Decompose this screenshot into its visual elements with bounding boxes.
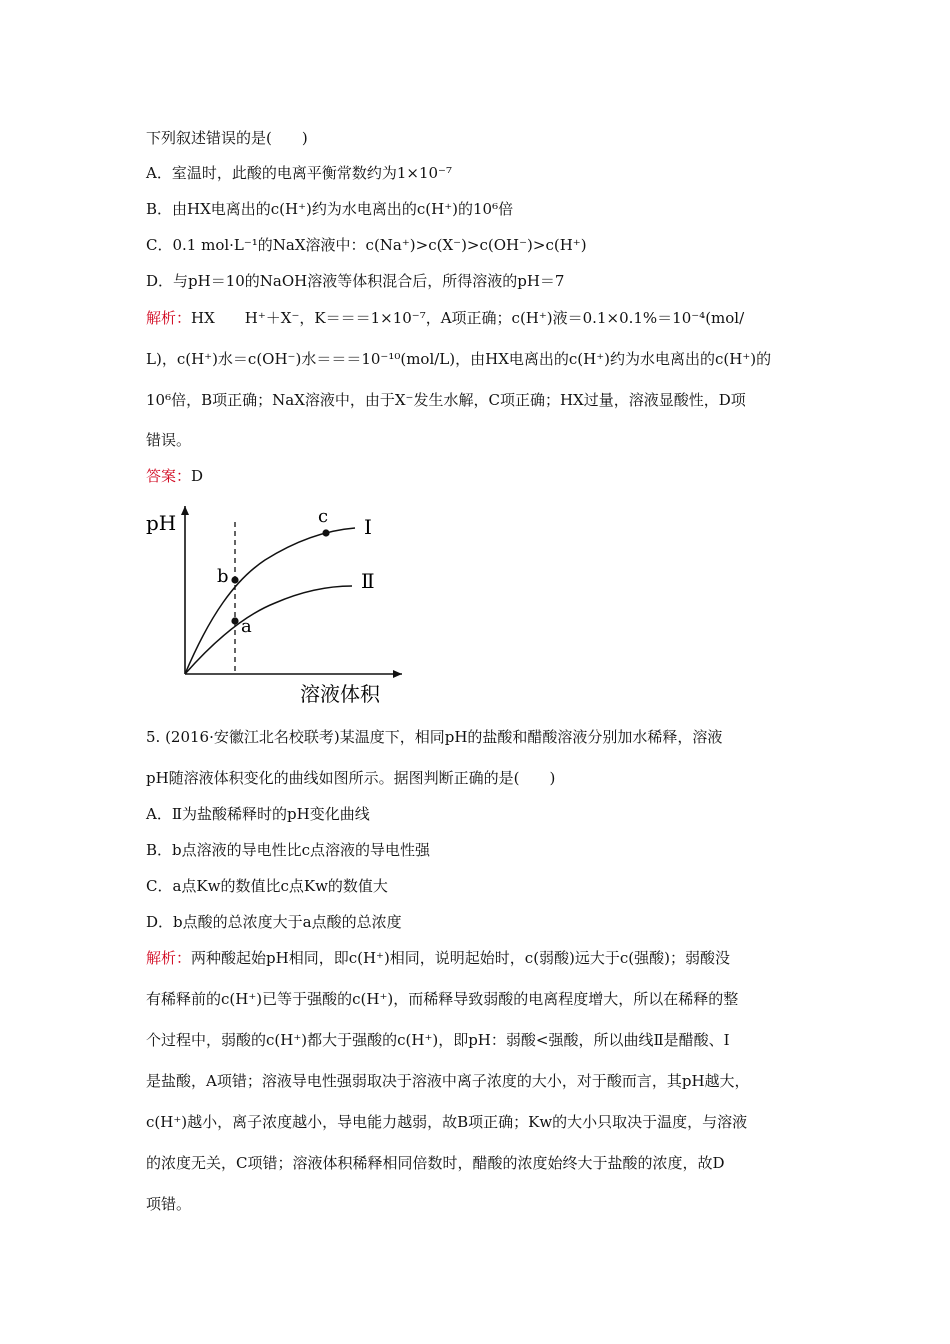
q5-analysis-line-1 — [146, 948, 730, 968]
point-a-dot — [231, 617, 238, 624]
q4-option-b: B．由HX电离出的c(H⁺)约为水电离出的c(H⁺)的10⁶倍 — [146, 200, 514, 218]
q5-option-b: B．b点溶液的导电性比c点溶液的导电性强 — [146, 841, 431, 859]
curve-1 — [185, 528, 355, 674]
point-c-label: c — [318, 506, 329, 527]
point-c-dot — [322, 529, 329, 536]
q5-stem-line-1: 5. (2016·安徽江北名校联考)某温度下，相同pH的盐酸和醋酸溶液分别加水稀释，溶液 — [146, 728, 723, 746]
point-b-label: b — [217, 566, 229, 587]
q5-analysis-line-4: 是盐酸，A项错；溶液导电性强弱取决于溶液中离子浓度的大小，对于酸而言，其pH越大， — [146, 1072, 750, 1090]
q4-analysis-text-1: HX H⁺＋X⁻，K＝＝＝1×10⁻⁷，A项正确；c(H⁺)液＝0.1×0.1%＝10⁻⁴(mol/ — [191, 309, 745, 327]
q4-analysis-line-3: 10⁶倍，B项正确；NaX溶液中，由于X⁻发生水解，C项正确；HX过量，溶液显酸性，D项 — [146, 391, 746, 409]
q5-analysis-line-5: c(H⁺)越小，离子浓度越小，导电能力越弱，故B项正确；Kw的大小只取决于温度，与溶液 — [146, 1113, 748, 1131]
q5-option-a: A．Ⅱ为盐酸稀释时的pH变化曲线 — [146, 805, 370, 823]
q4-option-c: C．0.1 mol·L⁻¹的NaX溶液中：c(Na⁺)>c(X⁻)>c(OH⁻)>c(H⁺) — [146, 236, 587, 254]
q5-analysis-line-2: 有稀释前的c(H⁺)已等于强酸的c(H⁺)，而稀释导致弱酸的电离程度增大，所以在稀释的整 — [146, 990, 739, 1008]
q4-answer-label: 答案： — [146, 467, 192, 485]
point-a-label: a — [241, 616, 252, 637]
curve-1-label: Ⅰ — [364, 515, 372, 539]
q5-analysis-line-7: 项错。 — [146, 1195, 192, 1213]
q5-analysis-label: 解析： — [146, 949, 192, 967]
q4-stem: 下列叙述错误的是( ) — [146, 129, 308, 147]
q5-option-c: C．a点Kw的数值比c点Kw的数值大 — [146, 877, 388, 895]
q5-analysis-text-1: 两种酸起始pH相同，即c(H⁺)相同，说明起始时，c(弱酸)远大于c(强酸)；弱酸没 — [191, 949, 731, 967]
x-axis-label: 溶液体积 — [300, 682, 380, 706]
point-b-dot — [231, 576, 238, 583]
q4-analysis-line-1 — [146, 308, 744, 328]
q5-stem-line-2: pH随溶液体积变化的曲线如图所示。据图判断正确的是( ) — [146, 769, 556, 787]
q4-analysis-line-4: 错误。 — [146, 431, 192, 449]
q4-option-a: A．室温时，此酸的电离平衡常数约为1×10⁻⁷ — [146, 164, 452, 182]
q4-answer-line — [146, 466, 203, 486]
ph-dilution-figure — [140, 500, 410, 710]
q4-analysis-label: 解析： — [146, 309, 192, 327]
q4-analysis-line-2: L)，c(H⁺)水＝c(OH⁻)水＝＝＝10⁻¹⁰(mol/L)，由HX电离出的c(H⁺)约为水电离出的c(H⁺)的 — [146, 350, 772, 368]
y-axis-label: pH — [146, 511, 177, 535]
q5-analysis-line-6: 的浓度无关，C项错；溶液体积稀释相同倍数时，醋酸的浓度始终大于盐酸的浓度，故D — [146, 1154, 725, 1172]
curve-2-label: Ⅱ — [361, 569, 375, 593]
curve-2 — [185, 586, 352, 674]
q5-option-d: D．b点酸的总浓度大于a点酸的总浓度 — [146, 913, 402, 931]
q4-answer-value: D — [191, 467, 204, 485]
q5-analysis-line-3: 个过程中，弱酸的c(H⁺)都大于强酸的c(H⁺)，即pH：弱酸<强酸，所以曲线Ⅱ是醋酸、Ⅰ — [146, 1031, 730, 1049]
q4-option-d: D．与pH＝10的NaOH溶液等体积混合后，所得溶液的pH＝7 — [146, 272, 565, 290]
